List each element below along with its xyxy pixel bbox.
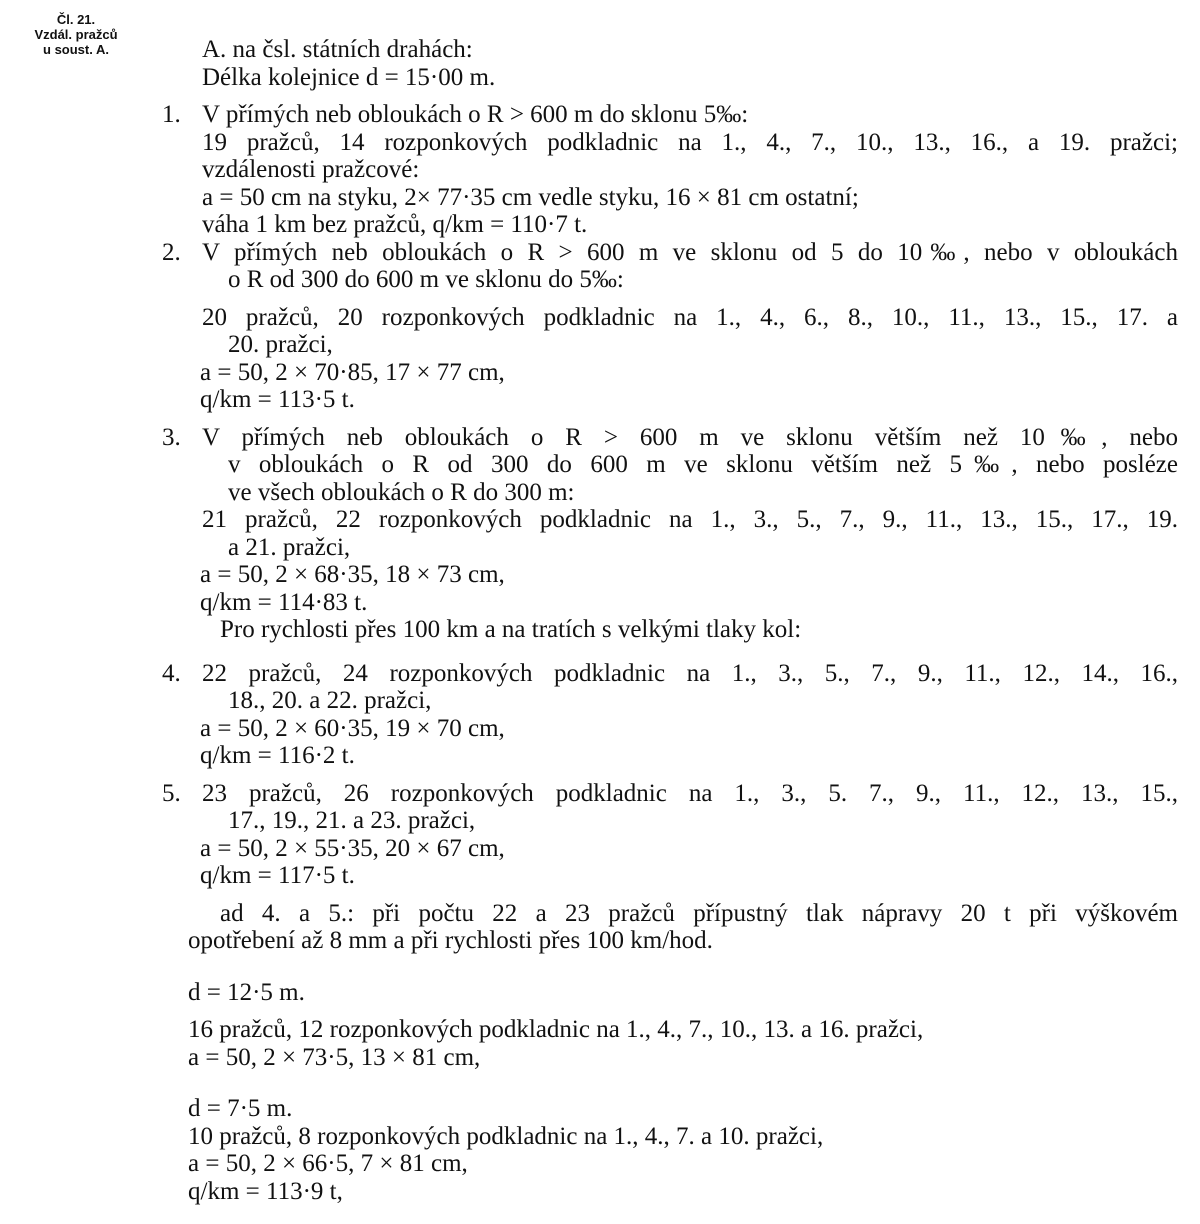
line-text: opotřebení až 8 mm a při rychlosti přes 100 km/hod. bbox=[188, 927, 713, 954]
line-text: 19 pražců, 14 rozponkových podkladnic na 1., 4., 7., 10., 13., 16., a 19. pražci; bbox=[202, 128, 1178, 156]
item-number: 2. bbox=[162, 238, 181, 266]
text-line-s5c bbox=[158, 835, 1178, 863]
text-line-s5a bbox=[158, 780, 1178, 808]
text-line-s1a bbox=[158, 101, 1178, 129]
line-text: V přímých neb obloukách o R > 600 m ve sklonu větším než 10‰, nebo bbox=[202, 423, 1178, 451]
text-line-s5d bbox=[158, 862, 1178, 890]
line-text: q/km = 117·5 t. bbox=[200, 862, 355, 889]
line-text: V přímých neb obloukách o R > 600 m do sklonu 5‰: bbox=[202, 101, 749, 128]
item-number: 4. bbox=[162, 659, 181, 687]
line-text: ad 4. a 5.: při počtu 22 a 23 pražců přípustný tlak nápravy 20 t při výškovém bbox=[220, 899, 1178, 927]
text-line-h2 bbox=[158, 64, 1178, 92]
line-text: a = 50, 2 × 60·35, 19 × 70 cm, bbox=[200, 714, 505, 742]
line-text: q/km = 116·2 t. bbox=[200, 742, 355, 769]
line-text: 22 pražců, 24 rozponkových podkladnic na 1., 3., 5., 7., 9., 11., 12., 14., 16., bbox=[202, 659, 1178, 687]
text-line-s1b bbox=[158, 129, 1178, 157]
line-text: a = 50, 2 × 55·35, 20 × 67 cm, bbox=[200, 834, 505, 862]
line-text: vzdálenosti pražcové: bbox=[202, 156, 420, 183]
text-line-s4c bbox=[158, 715, 1178, 743]
line-text: d = 7·5 m. bbox=[188, 1095, 293, 1122]
margin-note-line: Čl. 21. bbox=[56, 12, 96, 27]
text-line-s3b bbox=[158, 451, 1178, 479]
text-line-s2e bbox=[158, 359, 1178, 387]
line-text: a = 50, 2 × 66·5, 7 × 81 cm, bbox=[188, 1150, 468, 1177]
text-line-s3g bbox=[158, 589, 1178, 617]
line-text: q/km = 113·9 t, bbox=[188, 1177, 343, 1205]
line-text: q/km = 113·5 t. bbox=[200, 386, 355, 413]
text-line-d2a bbox=[158, 1095, 1178, 1123]
text-line-d1b bbox=[158, 1016, 1178, 1044]
text-line-d2b bbox=[158, 1123, 1178, 1151]
text-line-s2a bbox=[158, 239, 1178, 267]
text-line-s5b bbox=[158, 807, 1178, 835]
text-line-s4a bbox=[158, 660, 1178, 688]
line-text: V přímých neb obloukách o R > 600 m ve sklonu od 5 do 10‰, nebo v obloukách bbox=[202, 238, 1178, 266]
line-text: a = 50, 2 × 68·35, 18 × 73 cm, bbox=[200, 561, 505, 588]
text-line-s2c bbox=[158, 304, 1178, 332]
line-text: váha 1 km bez pražců, q/km = 110·7 t. bbox=[202, 211, 588, 238]
text-line-s3d bbox=[158, 506, 1178, 534]
margin-note bbox=[14, 12, 138, 57]
line-text: v obloukách o R od 300 do 600 m ve sklonu větším než 5‰, nebo posléze bbox=[228, 451, 1178, 478]
document-body bbox=[158, 36, 1178, 1205]
line-text: 10 pražců, 8 rozponkových podkladnic na 1., 4., 7. a 10. pražci, bbox=[188, 1122, 824, 1150]
line-text: A. na čsl. státních drahách: bbox=[202, 36, 473, 63]
text-line-d1c bbox=[158, 1044, 1178, 1072]
text-line-s3f bbox=[158, 561, 1178, 589]
line-text: a = 50, 2 × 70·85, 17 × 77 cm, bbox=[200, 358, 505, 386]
line-text: a = 50 cm na styku, 2× 77·35 cm vedle styku, 16 × 81 cm ostatní; bbox=[202, 183, 859, 211]
text-line-s3e bbox=[158, 534, 1178, 562]
text-line-s2f bbox=[158, 386, 1178, 414]
text-line-s5e bbox=[158, 900, 1178, 928]
margin-note-line: Vzdál. pražců bbox=[34, 27, 118, 42]
text-line-s2b bbox=[158, 266, 1178, 294]
text-line-s3h bbox=[158, 616, 1178, 644]
text-line-s4d bbox=[158, 742, 1178, 770]
line-text: q/km = 114·83 t. bbox=[200, 588, 368, 616]
item-number: 1. bbox=[162, 101, 181, 128]
line-text: ve všech obloukách o R do 300 m: bbox=[228, 478, 575, 506]
text-line-s1d bbox=[158, 184, 1178, 212]
text-line-s3c bbox=[158, 479, 1178, 507]
line-text: a = 50, 2 × 73·5, 13 × 81 cm, bbox=[188, 1043, 481, 1071]
text-line-s4b bbox=[158, 687, 1178, 715]
text-line-s3a bbox=[158, 424, 1178, 452]
text-line-d1a bbox=[158, 979, 1178, 1007]
line-text: d = 12·5 m. bbox=[188, 978, 305, 1006]
line-text: 16 pražců, 12 rozponkových podkladnic na 1., 4., 7., 10., 13. a 16. pražci, bbox=[188, 1016, 924, 1043]
line-text: Pro rychlosti přes 100 km a na tratích s velkými tlaky kol: bbox=[220, 616, 802, 643]
item-number: 5. bbox=[162, 779, 181, 807]
text-line-d2c bbox=[158, 1150, 1178, 1178]
text-line-s1e bbox=[158, 211, 1178, 239]
line-text: a 21. pražci, bbox=[228, 533, 351, 561]
text-line-d2d bbox=[158, 1178, 1178, 1206]
text-line-s5f bbox=[158, 927, 1178, 955]
line-text: 21 pražců, 22 rozponkových podkladnic na 1., 3., 5., 7., 9., 11., 13., 15., 17., 19. bbox=[202, 506, 1178, 533]
line-text: 17., 19., 21. a 23. pražci, bbox=[228, 807, 476, 834]
line-text: 23 pražců, 26 rozponkových podkladnic na 1., 3., 5. 7., 9., 11., 12., 13., 15., bbox=[202, 779, 1178, 807]
item-number: 3. bbox=[162, 423, 181, 451]
line-text: 20 pražců, 20 rozponkových podkladnic na 1., 4., 6., 8., 10., 11., 13., 15., 17. a bbox=[202, 303, 1178, 331]
text-line-h1 bbox=[158, 36, 1178, 64]
line-text: o R od 300 do 600 m ve sklonu do 5‰: bbox=[228, 266, 624, 293]
text-line-s2d bbox=[158, 331, 1178, 359]
text-line-s1c bbox=[158, 156, 1178, 184]
margin-note-line: u soust. A. bbox=[43, 42, 109, 57]
line-text: 18., 20. a 22. pražci, bbox=[228, 687, 432, 714]
line-text: 20. pražci, bbox=[228, 331, 333, 358]
line-text: Délka kolejnice d = 15·00 m. bbox=[202, 63, 496, 91]
